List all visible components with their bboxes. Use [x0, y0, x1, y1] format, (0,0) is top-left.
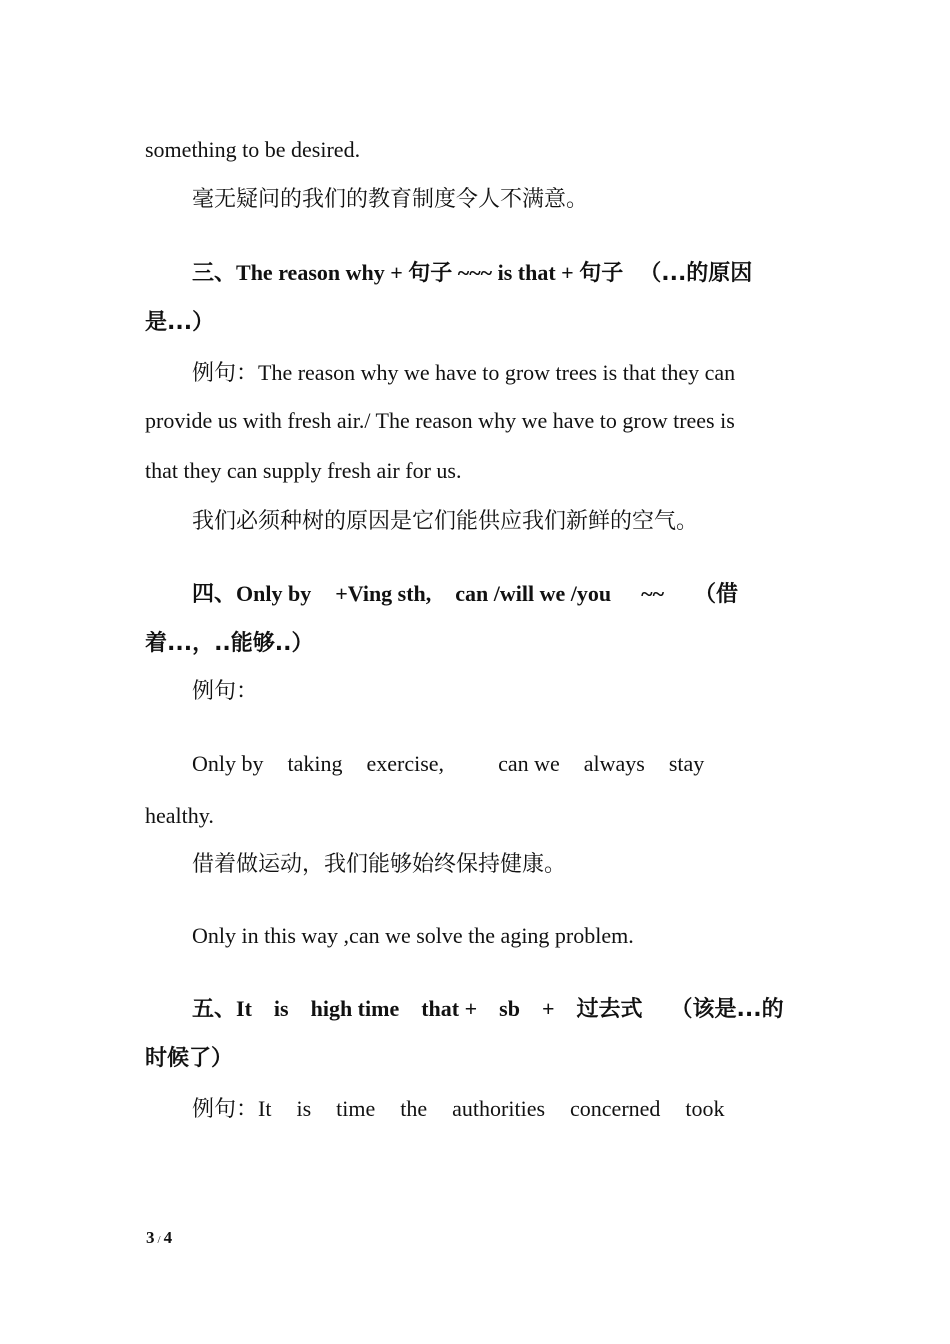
- section3-heading-en2: ~~~ is that +: [452, 260, 580, 285]
- section5-heading-word: is: [273, 996, 289, 1021]
- current-page-number: 3: [146, 1228, 155, 1247]
- section5-heading-cn1: 过去式: [576, 997, 643, 1022]
- page-separator: /: [157, 1234, 161, 1246]
- section4-example-line1: [192, 750, 704, 778]
- section3-number: 三、: [192, 261, 237, 286]
- section5-example-word: the: [400, 1096, 428, 1121]
- section5-heading: [192, 995, 784, 1024]
- section4-example-line2: healthy.: [145, 803, 214, 828]
- section4-heading-part1: Only by: [236, 581, 312, 606]
- section3-example-line1: [192, 359, 735, 388]
- section5-heading-cn2: （该是...的: [670, 997, 784, 1022]
- section4-translation: 借着做运动，我们能够始终保持健康。: [192, 852, 567, 877]
- section4-example-word: stay: [668, 751, 705, 776]
- section5-heading-word: sb: [499, 996, 520, 1021]
- section4-example-word: always: [583, 751, 645, 776]
- section3-heading: [192, 259, 752, 288]
- section4-heading-part2: +Ving sth,: [335, 581, 432, 606]
- section5-heading-word: +: [541, 996, 555, 1021]
- section4-example-word: Only by: [192, 751, 264, 776]
- section5-example-word: authorities: [452, 1096, 546, 1121]
- section4-example-word: exercise,: [366, 751, 445, 776]
- section3-heading-cn2: 句子: [579, 261, 624, 286]
- section4-heading-line2: 着...，..能够..）: [145, 631, 314, 656]
- section4-heading-part3: can /will we /you: [455, 581, 612, 606]
- section5-example-word: concerned: [570, 1096, 661, 1121]
- section4-number: 四、: [192, 582, 237, 607]
- section4-heading-part4: ~~: [641, 581, 665, 606]
- section5-heading-word: high time: [310, 996, 400, 1021]
- section4-heading: [192, 580, 738, 609]
- section3-example-text1: The reason why we have to grow trees is that they can: [258, 360, 736, 385]
- section3-heading-line2: 是...）: [145, 310, 215, 335]
- section5-example-word: It: [258, 1096, 272, 1121]
- total-pages-number: 4: [163, 1228, 173, 1247]
- section3-example-line2: provide us with fresh air./ The reason why we have to grow trees is: [145, 408, 735, 433]
- section5-example-line1: [192, 1095, 725, 1124]
- section4-example2: Only in this way ,can we solve the aging problem.: [192, 923, 634, 948]
- section4-heading-cn: （借: [694, 582, 739, 607]
- section5-example-label: 例句：: [192, 1097, 259, 1122]
- section5-heading-line2: 时候了）: [145, 1046, 234, 1071]
- section4-example-word: taking: [287, 751, 343, 776]
- page-number: [146, 1228, 172, 1248]
- section3-example-line3: that they can supply fresh air for us.: [145, 458, 462, 483]
- section3-heading-en: The reason why +: [236, 260, 409, 285]
- section3-example-label: 例句：: [192, 361, 259, 386]
- section5-number: 五、: [192, 997, 237, 1022]
- section4-example-word: can we: [498, 751, 560, 776]
- section5-example-word: took: [685, 1096, 725, 1121]
- section3-heading-cn3: （...的原因: [639, 261, 753, 286]
- section5-example-word: time: [336, 1096, 376, 1121]
- paragraph-continued: something to be desired.: [145, 137, 361, 162]
- section4-example-label: 例句：: [192, 679, 259, 704]
- section3-heading-cn1: 句子: [408, 261, 453, 286]
- section3-translation: 我们必须种树的原因是它们能供应我们新鲜的空气。: [192, 509, 699, 534]
- section5-example-word: is: [296, 1096, 312, 1121]
- section5-heading-word: that +: [421, 996, 478, 1021]
- paragraph-continued-translation: 毫无疑问的我们的教育制度令人不满意。: [192, 187, 589, 212]
- section5-heading-word: It: [236, 996, 252, 1021]
